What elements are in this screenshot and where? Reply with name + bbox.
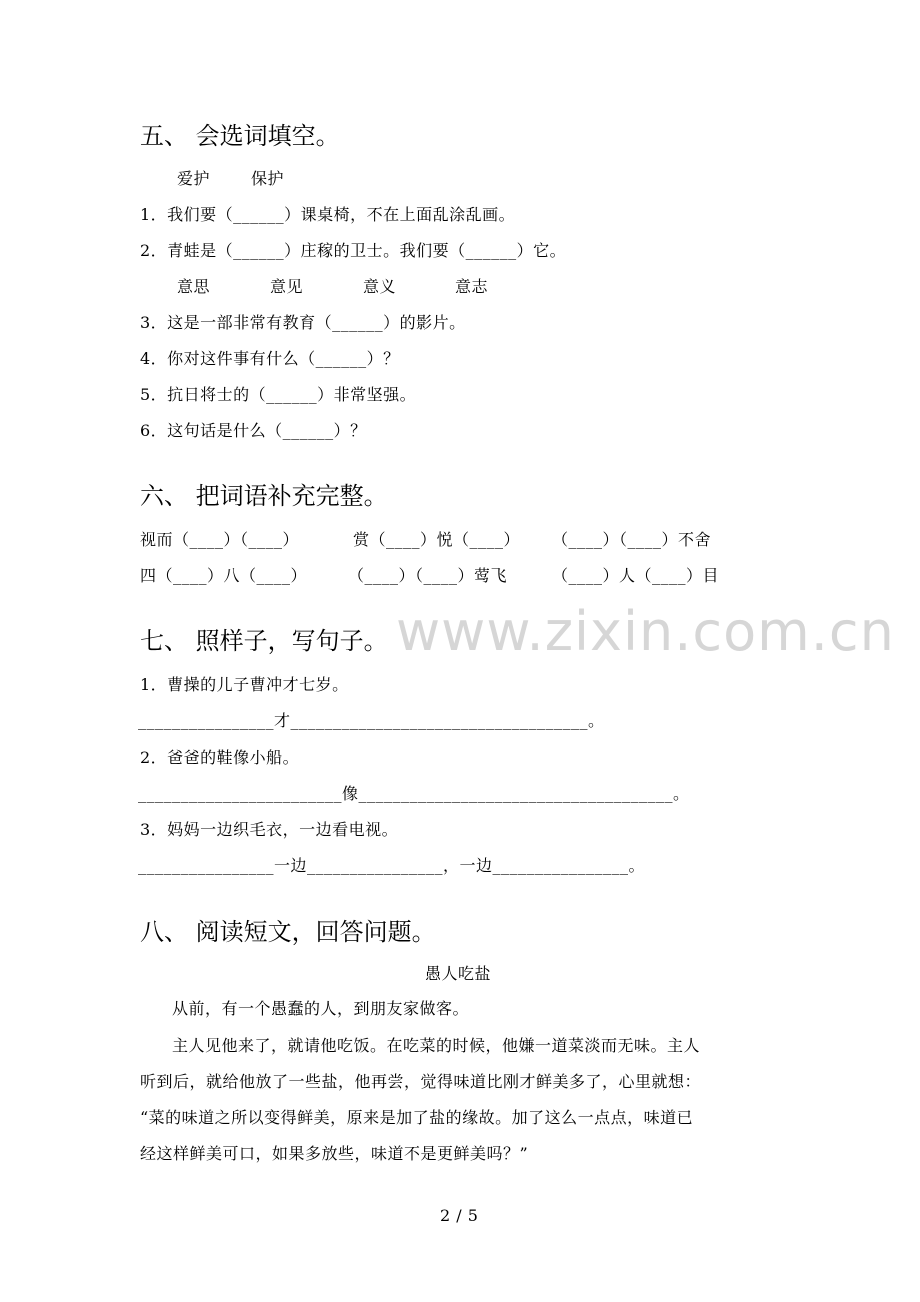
answer-line-1: ________________才___________________________________。 [138, 711, 605, 730]
idiom-item: （____）人（____）目 [552, 566, 720, 585]
idiom-item: 四（____）八（____） [140, 566, 308, 585]
story-line: 听到后，就给他放了一些盐，他再尝，觉得味道比刚才鲜美多了，心里就想： [140, 1072, 702, 1091]
word-option: 意思 [177, 277, 211, 296]
idiom-item: 赏（____）悦（____） [353, 530, 521, 549]
story-line: 主人见他来了，就请他吃饭。在吃菜的时候，他嫌一道菜淡而无味。主人 [172, 1036, 701, 1055]
question-5: 5．抗日将士的（______）非常坚强。 [140, 385, 417, 404]
section-6-title: 六、 把词语补充完整。 [140, 482, 388, 510]
question-6: 6．这句话是什么（______）？ [140, 421, 367, 440]
example-sentence-1: 1．曹操的儿子曹冲才七岁。 [140, 675, 349, 694]
example-sentence-2: 2．爸爸的鞋像小船。 [140, 748, 300, 767]
story-title: 愚人吃盐 [425, 964, 492, 983]
answer-line-3: ________________一边________________，一边________________。 [138, 856, 646, 875]
word-option: 意义 [363, 277, 397, 296]
idiom-item: 视而（____）（____） [140, 530, 300, 549]
page-number: 2 / 5 [440, 1206, 479, 1225]
section-8-title: 八、 阅读短文，回答问题。 [140, 918, 436, 946]
word-option: 保护 [251, 169, 285, 188]
idiom-item: （____）（____）不舍 [552, 530, 712, 549]
section-7-title: 七、 照样子，写句子。 [140, 627, 388, 655]
story-paragraph-1: 从前，有一个愚蠢的人，到朋友家做客。 [172, 999, 470, 1018]
answer-line-2: ________________________像_____________________________________。 [138, 784, 690, 803]
idiom-item: （____）（____）莺飞 [348, 566, 508, 585]
watermark: www.zixin.com.cn [396, 600, 895, 663]
word-option: 意志 [455, 277, 489, 296]
question-2: 2．青蛙是（______）庄稼的卫士。我们要（______）它。 [140, 241, 567, 260]
question-4: 4．你对这件事有什么（______）？ [140, 349, 400, 368]
question-1: 1．我们要（______）课桌椅，不在上面乱涂乱画。 [140, 205, 516, 224]
section-5-title: 五、 会选词填空。 [140, 122, 340, 150]
word-option: 爱护 [177, 169, 211, 188]
word-option: 意见 [270, 277, 304, 296]
question-3: 3．这是一部非常有教育（______）的影片。 [140, 313, 466, 332]
story-line: 经这样鲜美可口，如果多放些，味道不是更鲜美吗？” [140, 1144, 529, 1163]
example-sentence-3: 3．妈妈一边织毛衣，一边看电视。 [140, 820, 399, 839]
story-line: “菜的味道之所以变得鲜美，原来是加了盐的缘故。加了这么一点点，味道已 [140, 1108, 694, 1127]
